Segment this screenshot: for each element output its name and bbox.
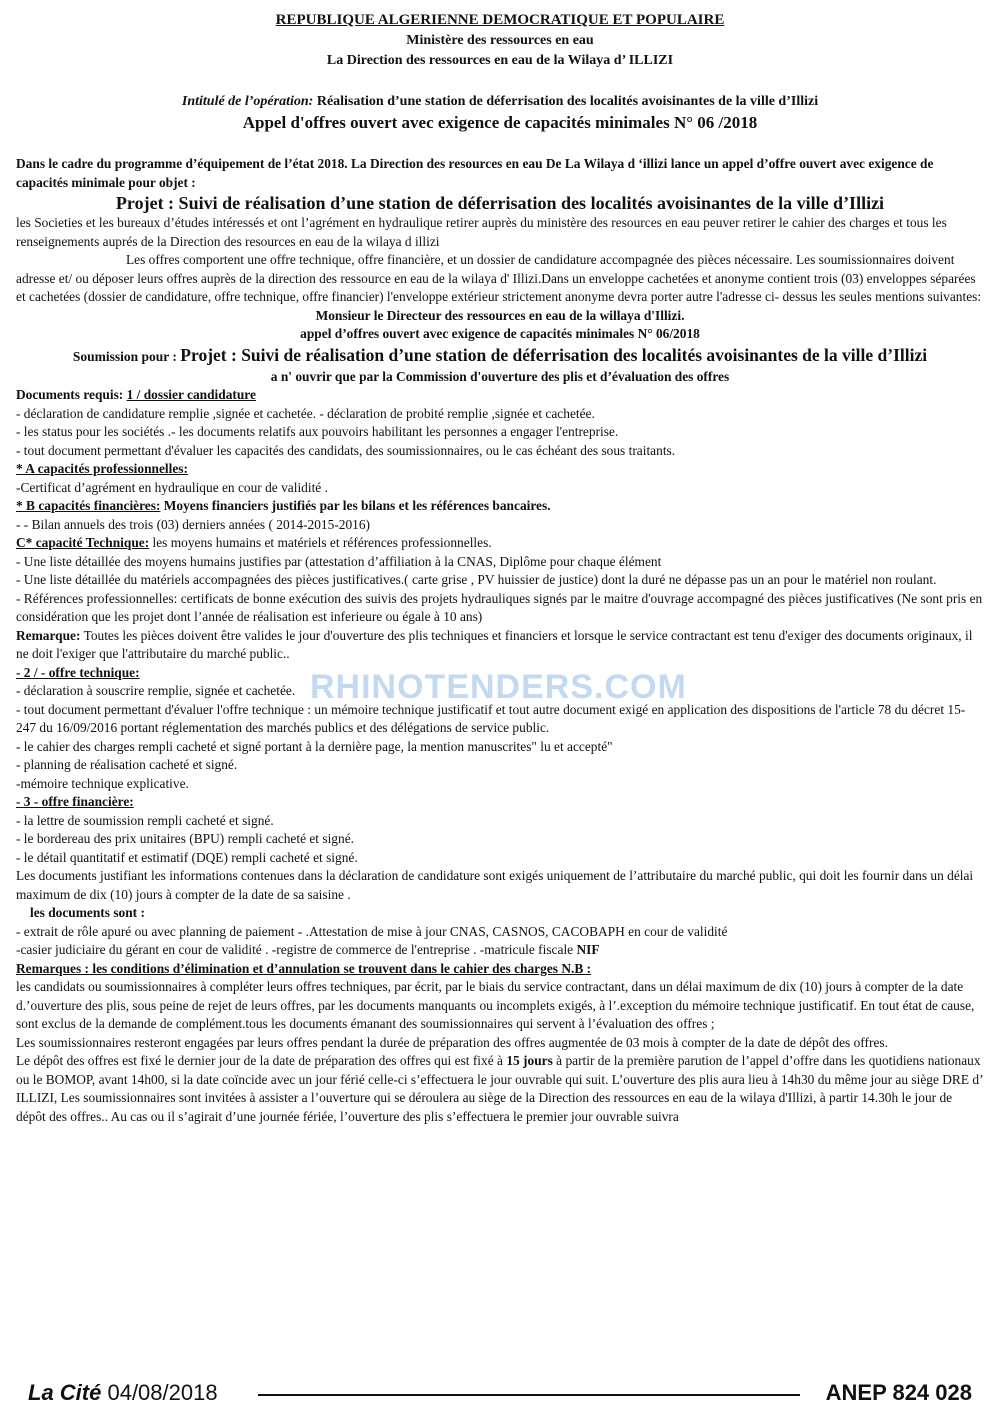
capacites-tech-label: C* capacité Technique: bbox=[16, 535, 150, 550]
doc-item: - - Bilan annuels des trois (03) derniers années ( 2014-2015-2016) bbox=[16, 516, 371, 532]
doc-item: -Certificat d’agrément en hydraulique en cour de validité . bbox=[16, 479, 328, 495]
paragraph-offres: Les offres comportent une offre technique, offre financière, et un dossier de candidature accompagnée des pièces nécessaire. Les soumissionnaires doivent adresse et/ ou déposer leurs offres auprès de la direction des ressource en eau de la wilaya d' Illizi.Dans un enveloppe cachetées et anonyme contient trois (03) enveloppes séparées et cachetées (dossier de candidature, offre technique, offre financier) l'enveloppe extérieur strictement anonyme devra porter autre l'adresse ci- dessus les seules mentions suivantes: bbox=[16, 252, 982, 304]
capacites-fin-text: Moyens financiers justifiés par les bilans et les références bancaires. bbox=[160, 498, 551, 513]
doc-item: - le bordereau des prix unitaires (BPU) rempli cacheté et signé. bbox=[16, 831, 354, 846]
capacites-tech-text: les moyens humains et matériels et références professionnelles. bbox=[149, 535, 492, 550]
doc-item: - tout document permettant d'évaluer l'offre technique : un mémoire technique justificatif et tout autre document exigé en application des dispositions de l'article 78 du décret 15-247 du 16/09/2016 portant réglementation des marchés publics et des délégations de service public. bbox=[16, 701, 966, 735]
documents-sont-heading: les documents sont : bbox=[30, 905, 145, 920]
depot-delay: 15 jours bbox=[506, 1053, 553, 1068]
docs-label: Documents requis: bbox=[16, 387, 127, 402]
ouvrir-line: a n' ouvrir que par la Commission d'ouverture des plis et d’évaluation des offres bbox=[270, 368, 730, 384]
republic-title: REPUBLIQUE ALGERIENNE DEMOCRATIQUE ET POPULAIRE bbox=[275, 12, 725, 28]
newspaper-name: La Cité bbox=[28, 1380, 102, 1405]
publication-date: 04/08/2018 bbox=[101, 1380, 218, 1405]
doc-item: - Une liste détaillée des moyens humains justifies par (attestation d’affiliation à la CNAS, Diplôme pour chaque élément bbox=[16, 553, 662, 569]
docs-sub: 1 / dossier candidature bbox=[126, 387, 256, 402]
doc-item: - planning de réalisation cacheté et signé. bbox=[16, 757, 238, 772]
remarque-label: Remarque: bbox=[16, 627, 81, 643]
soumission-text: Projet : Suivi de réalisation d’une station de déferrisation des localités avoisinantes de la ville d’Illizi bbox=[180, 344, 928, 365]
address-line-1: Monsieur le Directeur des ressources en eau de la willaya d'Illizi. bbox=[315, 307, 685, 323]
operation-text: Réalisation d’une station de déferrisation des localités avoisinantes de la ville d’Illizi bbox=[313, 94, 819, 109]
capacites-tech-heading bbox=[16, 534, 984, 553]
ministry-title: Ministère des ressources en eau bbox=[406, 33, 594, 48]
doc-item-text: -casier judiciaire du gérant en cour de validité . -registre de commerce de l'entreprise . -matricule fiscale bbox=[16, 942, 577, 957]
doc-item: - déclaration à souscrire remplie, signée et cachetée. bbox=[16, 683, 296, 698]
doc-item: - tout document permettant d'évaluer les capacités des candidats, des soumissionnaires, ou le cas échéant des sous traitants. bbox=[16, 442, 676, 458]
watermark: RHINOTENDERS.COM bbox=[310, 668, 687, 706]
offre-financiere-heading: - 3 - offre financière: bbox=[16, 794, 134, 809]
remarque-paragraph bbox=[16, 627, 984, 664]
direction-title: La Direction des ressources en eau de la Wilaya d’ ILLIZI bbox=[326, 53, 674, 68]
depot-paragraph bbox=[16, 1052, 984, 1126]
doc-item: - Une liste détaillée du matériels accompagnées des pièces justificatives.( carte grise , PV huissier de justice) dont la duré ne dépasse pas un an pour le matériel non roulant. bbox=[16, 572, 937, 587]
tender-title: Appel d'offres ouvert avec exigence de capacités minimales N° 06 /2018 bbox=[242, 113, 758, 132]
operation-title bbox=[0, 94, 1000, 110]
docs-heading bbox=[16, 386, 984, 405]
intro-paragraph: Dans le cadre du programme d’équipement de l’état 2018. La Direction des resources en eau De La Wilaya d ‘illizi lance un appel d’offre ouvert avec exigence de capacités minimale pour objet : bbox=[16, 156, 934, 190]
capacites-fin-label: * B capacités financières: bbox=[16, 498, 161, 513]
doc-item: - la lettre de soumission rempli cacheté et signé. bbox=[16, 812, 274, 828]
operation-label: Intitulé de l’opération: bbox=[181, 94, 314, 109]
remarque-text: Toutes les pièces doivent être valides le jour d'ouverture des plis techniques et financiers et lorsque le service contractant est tenu d'exiger des documents originaux, il ne doit l'exiger que l'attributaire du marché public.. bbox=[16, 627, 973, 661]
project-title: Projet : Suivi de réalisation d’une station de déferrisation des localités avoisinantes de la ville d’Illizi bbox=[115, 193, 885, 213]
address-line-2: appel d’offres ouvert avec exigence de capacités minimales N° 06/2018 bbox=[300, 326, 700, 341]
depot-text-c: à partir de la première parution de l’appel d’offre dans les quotidiens nationaux ou le BOMOP, avant 14h00, si la date coïncide avec un jour férié celle-ci s’effectuera le jour ouvrable qui suit. L’ouverture des plis aura lieu à 14h30 du même jour au siège DRE d’ ILLIZI, Les soumissionnaires sont invitées à assister a l’ouverture qui se déroulera au siège de la Direction des ressources en eau de la wilaya d'Illizi, à partir 14.30h le jour de dépôt des offres.. Au cas ou il s’agirait d’une journée fériée, l’ouverture des plis s’effectuera le premier jour ouvrable suivra bbox=[16, 1053, 983, 1124]
offre-technique-heading: - 2 / - offre technique: bbox=[16, 664, 140, 680]
capacites-fin-heading bbox=[16, 497, 984, 516]
nif-label: NIF bbox=[576, 942, 600, 957]
footer-rule bbox=[258, 1394, 800, 1396]
notice-body bbox=[16, 155, 984, 1126]
depot-text-a: Le dépôt des offres est fixé le dernier jour de la date de préparation des offres qui est fixé à bbox=[16, 1053, 507, 1068]
doc-item: - extrait de rôle apuré ou avec planning de paiement - .Attestation de mise à jour CNAS, CASNOS, CACOBAPH en cour de validité bbox=[16, 923, 728, 939]
doc-item: - Références professionnelles: certificats de bonne exécution des suivis des projets hydrauliques signés par le maitre d'ouvrage accompagné des pièces justificatives (Ne sont pris en considération que les projet dont l’année de réalisation est inferieure ou égale à 10 ans) bbox=[16, 590, 983, 624]
doc-item: -mémoire technique explicative. bbox=[16, 775, 189, 791]
capacites-pro-heading: * A capacités professionnelles: bbox=[16, 461, 188, 476]
doc-item: - déclaration de candidature remplie ,signée et cachetée. - déclaration de probité remplie ,signée et cachetée. bbox=[16, 405, 595, 421]
doc-item bbox=[16, 941, 984, 960]
paragraph-retrait: les Societies et les bureaux d’études intéressés et ont l’agrément en hydraulique retirer auprès du ministère des resources en eau peuver retirer le cahier des charges et tous les renseignements auprés de la Direction des resources en eau de la wilaya d illizi bbox=[16, 215, 947, 249]
doc-item: - les status pour les sociétés .- les documents relatifs aux pouvoirs habilitant les personnes a engager l'entreprise. bbox=[16, 424, 619, 439]
footer-publication bbox=[28, 1380, 218, 1406]
remarques-paragraph-2: Les soumissionnaires resteront engagées par leurs offres pendant la durée de préparation des offres augmentée de 03 mois à compter de la date de dépôt des offres. bbox=[16, 1034, 888, 1050]
anep-reference: ANEP 824 028 bbox=[825, 1380, 972, 1405]
remarques-paragraph-1: les candidats ou soumissionnaires à compléter leurs offres techniques, par écrit, par le biais du service contractant, dans un délai maximum de dix (10) jours à compter de la date d.’ouverture des plis, sous peine de rejet de leurs offres, par les documents manquants ou incomplets exigés, à l’.exception du mémoire technique justificatif. En tout état de cause, sont exclus de la demande de complément.tous les documents émanant des soumissionnaires qui servent à l’évaluation des offres ; bbox=[16, 979, 975, 1031]
remarques-heading: Remarques : les conditions d’élimination et d’annulation se trouvent dans le cahier des charges N.B : bbox=[16, 960, 592, 976]
doc-item: - le cahier des charges rempli cacheté et signé portant à la dernière page, la mention manuscrites" lu et accepté" bbox=[16, 738, 613, 754]
soumission-line bbox=[16, 344, 984, 368]
soumission-label: Soumission pour : bbox=[72, 348, 181, 364]
justificatifs-paragraph: Les documents justifiant les informations contenues dans la déclaration de candidature sont exigés uniquement de l’attributaire du marché public, qui doit les fournir dans un délai maximum de dix (10) jours à compter de la date de sa saisine . bbox=[16, 868, 974, 902]
footer bbox=[0, 1380, 1000, 1410]
doc-item: - le détail quantitatif et estimatif (DQE) rempli cacheté et signé. bbox=[16, 849, 358, 865]
